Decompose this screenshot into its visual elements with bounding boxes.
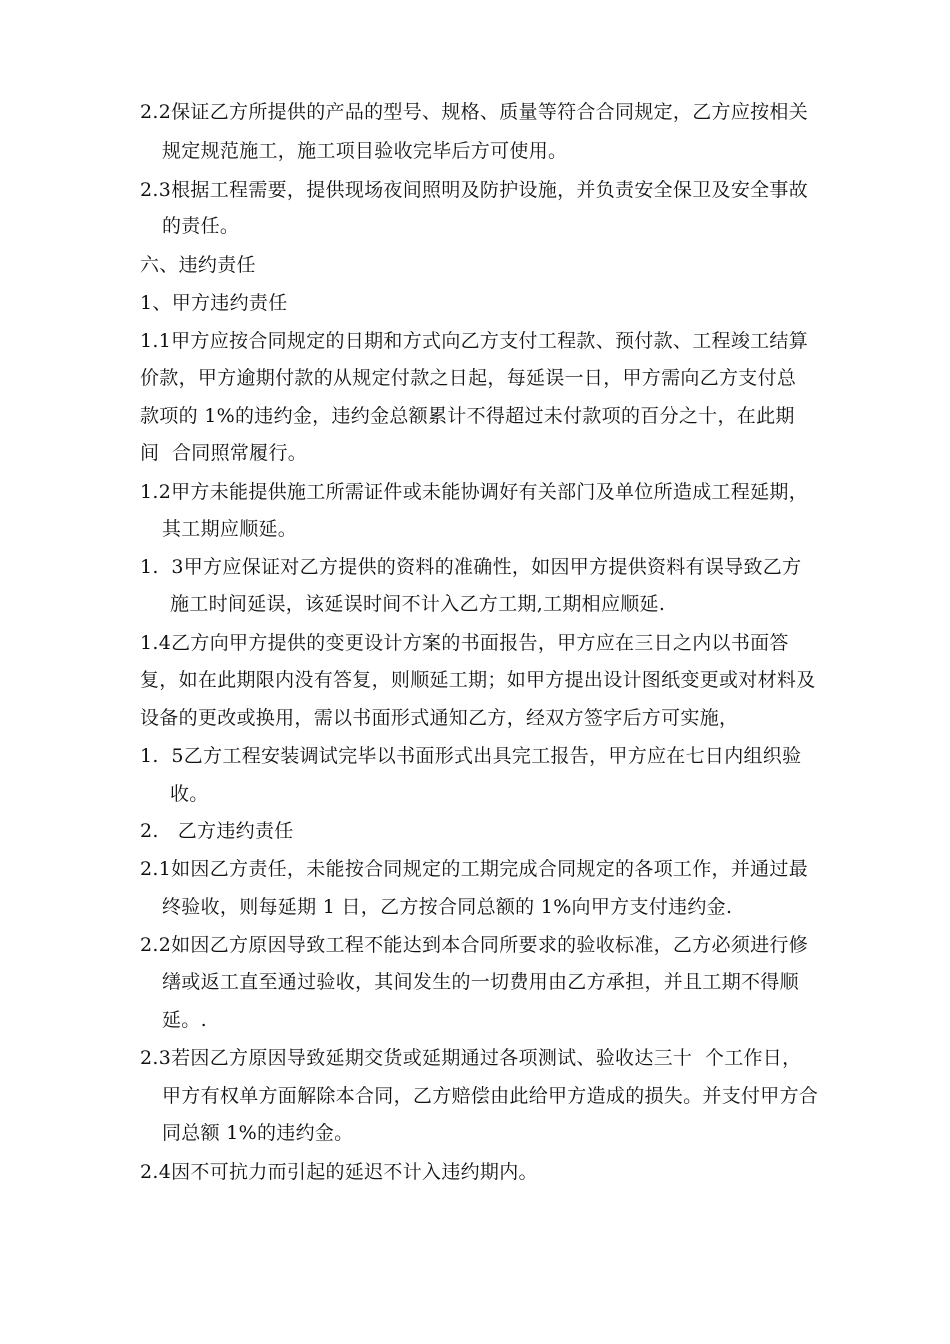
text-line: 2.2如因乙方原因导致工程不能达到本合同所要求的验收标准，乙方必须进行修 — [140, 934, 809, 956]
text-line: 款项的 1%的违约金，违约金总额累计不得超过未付款项的百分之十，在此期 — [140, 405, 795, 427]
text-line: 缮或返工直至通过验收，其间发生的一切费用由乙方承担，并且工期不得顺 — [162, 971, 799, 993]
text-line: 1.2甲方未能提供施工所需证件或未能协调好有关部门及单位所造成工程延期， — [140, 481, 809, 503]
subsection-heading: 2. 乙方违约责任 — [140, 820, 294, 842]
text-line: 1. 3甲方应保证对乙方提供的资料的准确性，如因甲方提供资料有误导致乙方 — [140, 556, 802, 578]
text-line: 2.3根据工程需要，提供现场夜间照明及防护设施，并负责安全保卫及安全事故 — [140, 179, 809, 201]
text-line: 复，如在此期限内没有答复，则顺延工期；如甲方提出设计图纸变更或对材料及 — [140, 669, 816, 691]
text-line: 2.4因不可抗力而引起的延迟不计入违约期内。 — [140, 1161, 538, 1183]
text-line: 间 合同照常履行。 — [140, 442, 308, 464]
text-line: 施工时间延误，该延误时间不计入乙方工期,工期相应顺延. — [170, 593, 666, 615]
text-line: 其工期应顺延。 — [162, 518, 298, 540]
text-line: 的责任。 — [162, 215, 240, 237]
text-line: 2.1如因乙方责任，未能按合同规定的工期完成合同规定的各项工作，并通过最 — [140, 858, 809, 880]
section-heading: 六、违约责任 — [140, 254, 256, 276]
text-line: 延。. — [162, 1009, 207, 1031]
text-line: 1. 5乙方工程安装调试完毕以书面形式出具完工报告，甲方应在七日内组织验 — [140, 745, 802, 767]
text-line: 2.2保证乙方所提供的产品的型号、规格、质量等符合合同规定，乙方应按相关 — [140, 101, 809, 123]
text-line: 1.4乙方向甲方提供的变更设计方案的书面报告，甲方应在三日之内以书面答 — [140, 632, 789, 654]
text-line: 甲方有权单方面解除本合同，乙方赔偿由此给甲方造成的损失。并支付甲方合 — [162, 1085, 819, 1107]
text-line: 规定规范施工，施工项目验收完毕后方可使用。 — [162, 140, 568, 162]
text-line: 同总额 1%的违约金。 — [162, 1122, 354, 1144]
subsection-heading: 1、甲方违约责任 — [140, 292, 288, 314]
text-line: 2.3若因乙方原因导致延期交货或延期通过各项测试、验收达三十 个工作日， — [140, 1047, 802, 1069]
text-line: 收。 — [170, 783, 209, 805]
text-line: 1.1甲方应按合同规定的日期和方式向乙方支付工程款、预付款、工程竣工结算 — [140, 330, 809, 352]
text-line: 价款，甲方逾期付款的从规定付款之日起，每延误一日，甲方需向乙方支付总 — [140, 367, 797, 389]
text-line: 设备的更改或换用，需以书面形式通知乙方，经双方签字后方可实施， — [140, 707, 739, 729]
text-line: 终验收，则每延期 1 日，乙方按合同总额的 1%向甲方支付违约金. — [162, 896, 733, 918]
